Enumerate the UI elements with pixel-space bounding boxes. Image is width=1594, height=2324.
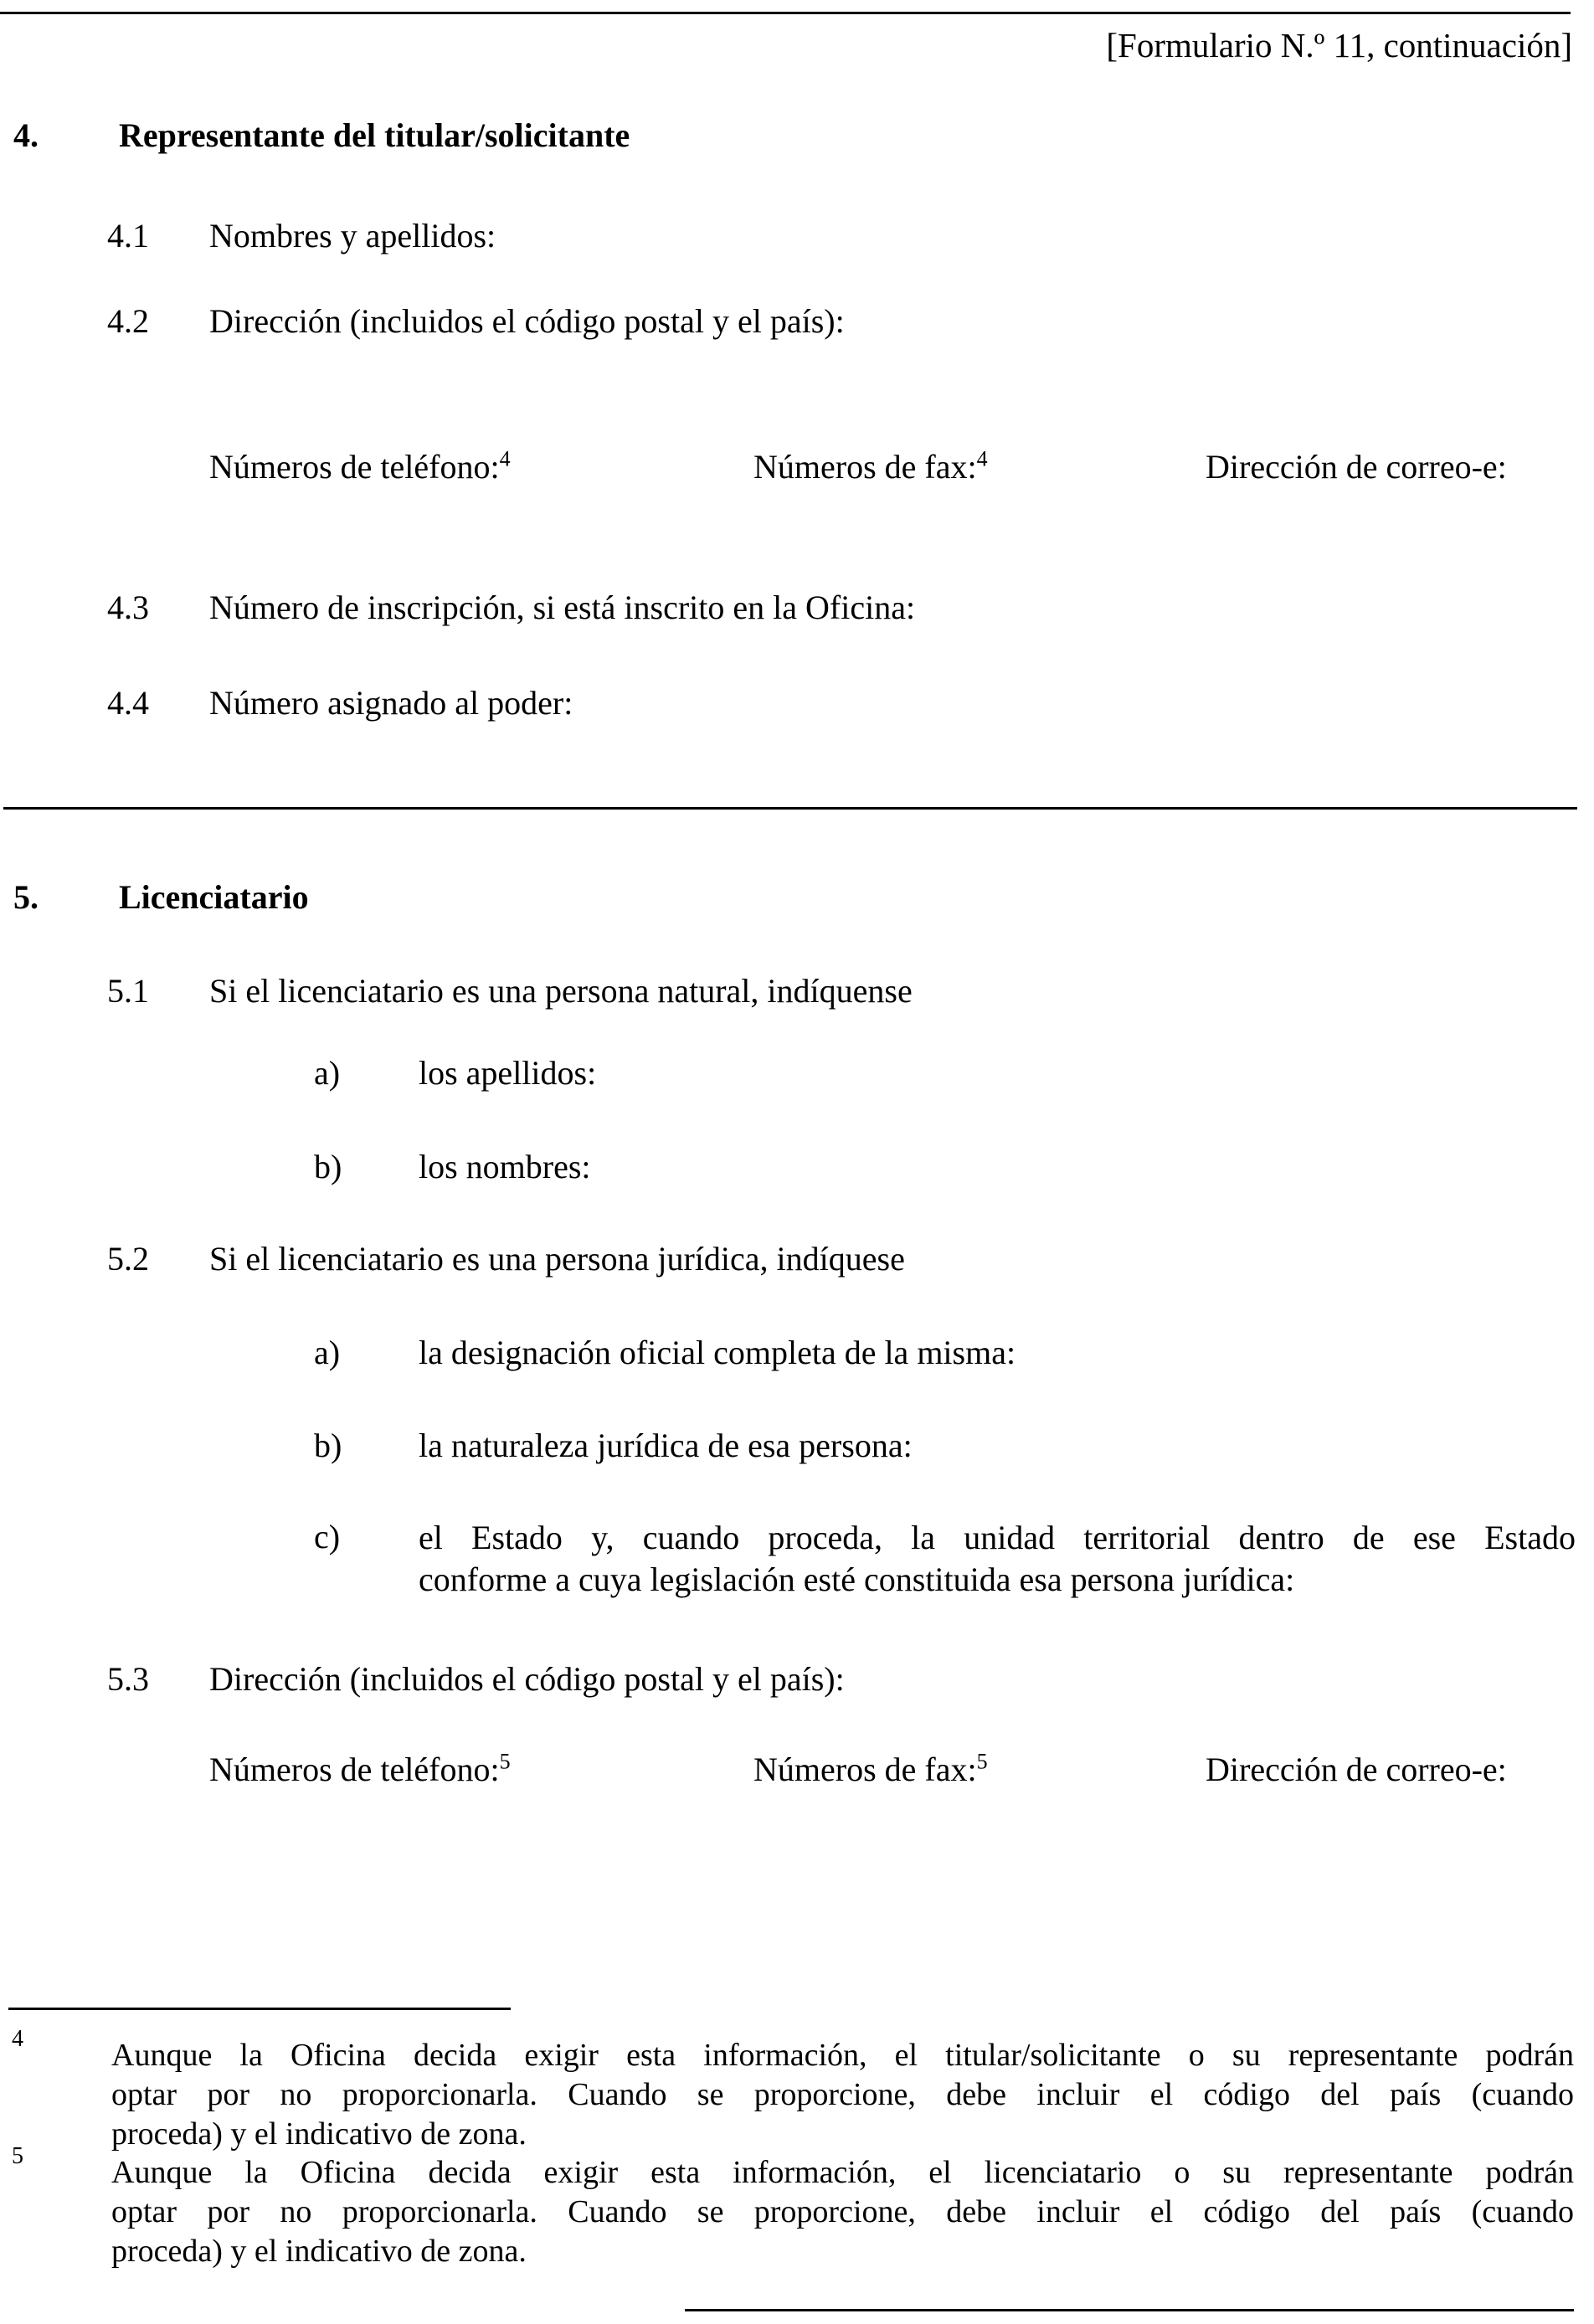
- phone-footnote-ref-s4: 4: [499, 446, 511, 471]
- item-5-2-label: Si el licenciatario es una persona jurídica, indíquese: [209, 1240, 905, 1278]
- section4-title: Representante del titular/solicitante: [119, 116, 630, 154]
- item-5-1-a-label: los apellidos:: [419, 1054, 597, 1092]
- item-4-3-label: Número de inscripción, si está inscrito en la Oficina:: [209, 589, 916, 626]
- phone-label-s5-text: Números de teléfono:: [209, 1751, 500, 1788]
- item-5-2-c-line-2: conforme a cuya legislación esté constituida esa persona jurídica:: [419, 1560, 1295, 1598]
- phone-label-s4: [209, 447, 511, 486]
- item-5-2-a-letter: a): [314, 1334, 341, 1371]
- item-5-2-c-label: [419, 1517, 1576, 1601]
- phone-label-s5: [209, 1750, 511, 1789]
- item-5-2-a-label: la designación oficial completa de la misma:: [419, 1334, 1016, 1371]
- item-5-1-label: Si el licenciatario es una persona natural, indíquense: [209, 972, 913, 1010]
- footnote-5-line-3: proceda) y el indicativo de zona.: [111, 2234, 527, 2269]
- section4-number: 4.: [13, 116, 39, 154]
- email-label-s5: Dirección de correo-e:: [1206, 1751, 1507, 1788]
- footnote-5-line-2: optar por no proporcionarla. Cuando se proporcione, debe incluir el código del país (cuando: [111, 2194, 1574, 2229]
- footnote-separator-line: [8, 2008, 511, 2010]
- fax-footnote-ref-s4: 4: [976, 446, 988, 471]
- email-label-s4: Dirección de correo-e:: [1206, 448, 1507, 486]
- footnote-4-line-1: Aunque la Oficina decida exigir esta información, el titular/solicitante o su representante podrán: [111, 2038, 1574, 2073]
- item-4-4-number: 4.4: [107, 684, 149, 722]
- footnote-4-line-2: optar por no proporcionarla. Cuando se proporcione, debe incluir el código del país (cuando: [111, 2077, 1574, 2112]
- footnote-5-line-1: Aunque la Oficina decida exigir esta información, el licenciatario o su representante podrán: [111, 2155, 1574, 2190]
- item-4-3-number: 4.3: [107, 589, 149, 626]
- fax-footnote-ref-s5: 5: [976, 1749, 988, 1774]
- fax-label-s4: [753, 447, 988, 486]
- top-separator-line: [0, 12, 1571, 14]
- item-5-2-b-label: la naturaleza jurídica de esa persona:: [419, 1427, 913, 1464]
- item-4-1-number: 4.1: [107, 217, 149, 255]
- bottom-separator-line: [685, 2309, 1574, 2311]
- phone-label-s4-text: Números de teléfono:: [209, 448, 500, 486]
- item-5-1-b-label: los nombres:: [419, 1148, 591, 1185]
- item-5-3-label: Dirección (incluidos el código postal y el país):: [209, 1660, 845, 1698]
- item-4-2-number: 4.2: [107, 302, 149, 340]
- item-5-2-b-letter: b): [314, 1427, 342, 1464]
- section5-title: Licenciatario: [119, 878, 309, 916]
- fax-label-s5: [753, 1750, 988, 1789]
- item-4-1-label: Nombres y apellidos:: [209, 217, 496, 255]
- item-4-4-label: Número asignado al poder:: [209, 684, 573, 722]
- item-4-2-label: Dirección (incluidos el código postal y el país):: [209, 302, 845, 340]
- fax-label-s4-text: Números de fax:: [753, 448, 977, 486]
- fax-label-s5-text: Números de fax:: [753, 1751, 977, 1788]
- item-5-2-number: 5.2: [107, 1240, 149, 1278]
- section5-number: 5.: [13, 878, 39, 916]
- item-5-3-number: 5.3: [107, 1660, 149, 1698]
- footnote-5-marker: 5: [12, 2143, 23, 2169]
- item-5-2-c-line-1: el Estado y, cuando proceda, la unidad territorial dentro de ese Estado: [419, 1519, 1576, 1556]
- item-5-1-number: 5.1: [107, 972, 149, 1010]
- footnote-5-text: [111, 2153, 1574, 2271]
- continuation-header: [Formulario N.º 11, continuación]: [1106, 26, 1572, 64]
- footnote-4-marker: 4: [12, 2026, 23, 2052]
- item-5-1-a-letter: a): [314, 1054, 341, 1092]
- item-5-1-b-letter: b): [314, 1148, 342, 1185]
- footnote-4-line-3: proceda) y el indicativo de zona.: [111, 2116, 527, 2152]
- section-separator-line: [3, 807, 1577, 810]
- footnote-4-text: [111, 2036, 1574, 2154]
- phone-footnote-ref-s5: 5: [499, 1749, 511, 1774]
- item-5-2-c-letter: c): [314, 1518, 341, 1555]
